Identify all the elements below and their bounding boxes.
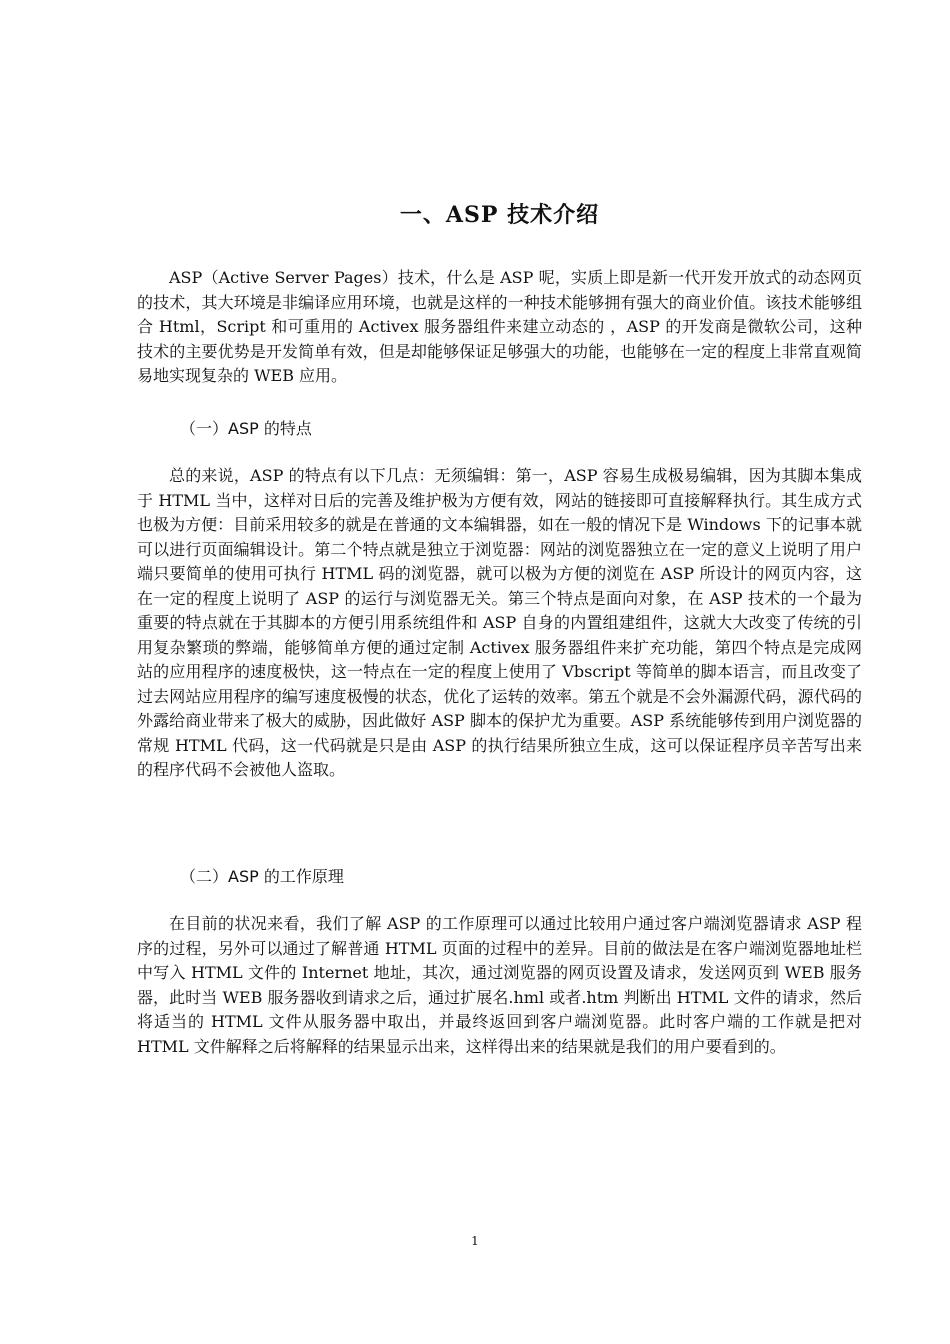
paragraph-working-principle: 在目前的状况来看，我们了解 ASP 的工作原理可以通过比较用户通过客户端浏览器请求 ASP 程序的过程，另外可以通过了解普通 HTML 页面的过程中的差异。目前的做法是在客户端浏览器地址栏中写入 HTML 文件的 Internet 地址，其次，通过浏览器的网页设置及请求，发送网页到 WEB 服务器，此时当 WEB 服务器收到请求之后，通过扩展名.hml 或者.htm 判断出 HTML 文件的请求，然后将适当的 HTML 文件从服务器中取出，并最终返回到客户端浏览器。此时客户端的工作就是把对 HTML 文件解释之后将解释的结果显示出来，这样得出来的结果就是我们的用户要看到的。 bbox=[137, 914, 862, 1056]
page-number: 1 bbox=[471, 1234, 479, 1248]
page-title: 一、ASP 技术介绍 bbox=[399, 202, 600, 228]
section-heading-working-principle: （二）ASP 的工作原理 bbox=[180, 867, 344, 886]
paragraph-intro: ASP（Active Server Pages）技术，什么是 ASP 呢，实质上即是新一代开发开放式的动态网页的技术，其大环境是非编译应用环境，也就是这样的一种技术能够拥有强大的商业价值。该技术能够组合 Html，Script 和可重用的 Activex 服务器组件来建立动态的 ，ASP 的开发商是微软公司，这种技术的主要优势是开发简单有效，但是却能够保证足够强大的功能，也能够在一定的程度上非常直观简易地实现复杂的 WEB 应用。 bbox=[137, 268, 862, 385]
section-heading-features: （一）ASP 的特点 bbox=[180, 419, 312, 438]
paragraph-features: 总的来说，ASP 的特点有以下几点：无须编辑：第一，ASP 容易生成极易编辑，因为其脚本集成于 HTML 当中，这样对日后的完善及维护极为方便有效，网站的链接即可直接解释执行。其生成方式也极为方便：目前采用较多的就是在普通的文本编辑器，如在一般的情况下是 Windows 下的记事本就可以进行页面编辑设计。第二个特点就是独立于浏览器：网站的浏览器独立在一定的意义上说明了用户端只要简单的使用可执行 HTML 码的浏览器，就可以极为方便的浏览在 ASP 所设计的网页内容，这在一定的程度上说明了 ASP 的运行与浏览器无关。第三个特点是面向对象，在 ASP 技术的一个最为重要的特点就在于其脚本的方便引用系统组件和 ASP 自身的内置组建组件，这就大大改变了传统的引用复杂繁琐的弊端，能够简单方便的通过定制 Activex 服务器组件来扩充功能，第四个特点是完成网站的应用程序的速度极快，这一特点在一定的程度上使用了 Vbscript 等简单的脚本语言，而且改变了过去网站应用程序的编写速度极慢的状态，优化了运转的效率。第五个就是不会外漏源代码，源代码的外露给商业带来了极大的威胁，因此做好 ASP 脚本的保护尤为重要。ASP 系统能够传到用户浏览器的常规 HTML 代码，这一代码就是只是由 ASP 的执行结果所独立生成，这可以保证程序员辛苦写出来的程序代码不会被他人盗取。 bbox=[137, 466, 862, 779]
